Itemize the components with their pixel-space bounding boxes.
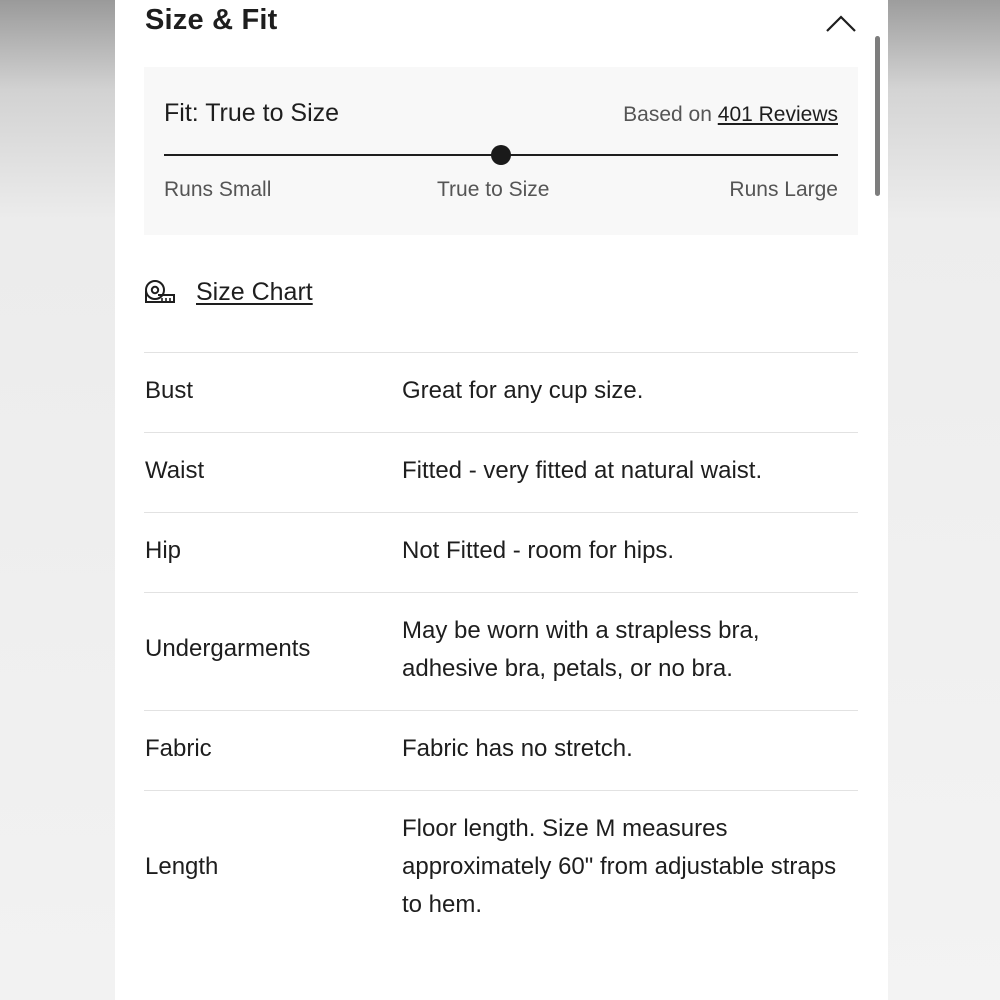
fit-indicator [491, 145, 511, 165]
spec-name: Length [145, 853, 219, 880]
fit-based-on [623, 103, 838, 127]
spec-name: Undergarments [145, 635, 311, 662]
section-title: Size & Fit [145, 4, 278, 36]
spec-value: Fabric has no stretch. [402, 735, 633, 762]
spec-value: May be worn with a strapless bra, adhesive bra, petals, or no bra. [402, 617, 760, 682]
spec-row-undergarments [144, 592, 858, 710]
scale-label-runs-small: Runs Small [164, 178, 272, 201]
spec-name: Fabric [145, 735, 212, 762]
spec-name: Hip [145, 537, 182, 564]
spec-row-bust [144, 352, 858, 432]
spec-row-hip [144, 512, 858, 592]
chevron-up-icon[interactable] [821, 4, 861, 40]
based-on-prefix: Based on [623, 103, 712, 126]
spec-value: Floor length. Size M measures approximately 60" from adjustable straps to hem. [402, 815, 837, 918]
spec-name: Bust [145, 377, 194, 404]
scale-label-true-to-size: True to Size [437, 178, 550, 201]
fit-label: Fit: True to Size [164, 99, 340, 127]
fit-summary [144, 67, 858, 235]
section-header[interactable] [145, 0, 860, 46]
measuring-tape-icon [144, 278, 176, 306]
size-chart-label: Size Chart [196, 277, 313, 306]
spec-value: Not Fitted - room for hips. [402, 537, 675, 564]
spec-row-waist [144, 432, 858, 512]
spec-value: Great for any cup size. [402, 377, 644, 404]
spec-row-length [144, 790, 858, 941]
spec-value: Fitted - very fitted at natural waist. [402, 457, 763, 484]
spec-row-fabric [144, 710, 858, 790]
size-chart-link[interactable] [144, 274, 313, 310]
scale-label-runs-large: Runs Large [729, 178, 838, 201]
fit-details-table [144, 352, 858, 941]
scrollbar[interactable] [875, 36, 880, 196]
spec-name: Waist [145, 457, 205, 484]
reviews-link[interactable]: 401 Reviews [717, 103, 838, 126]
background-right [888, 0, 1000, 1000]
